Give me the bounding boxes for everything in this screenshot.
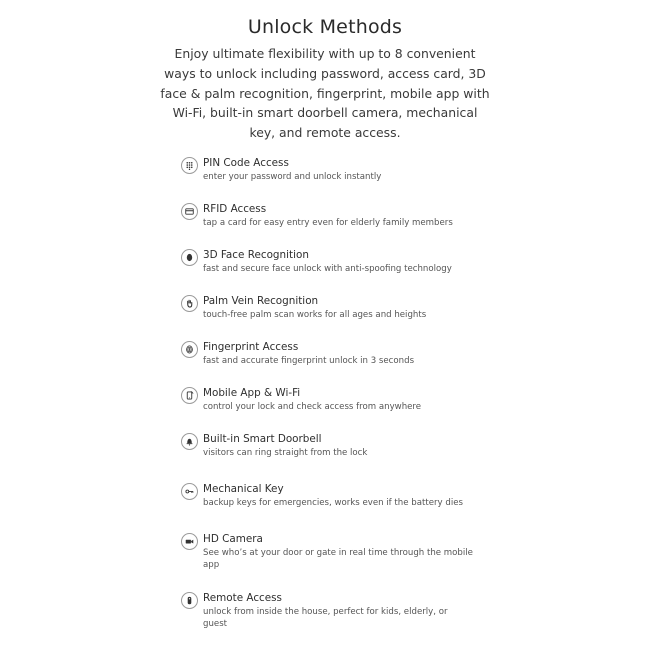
feature-title: HD Camera	[203, 533, 263, 545]
fingerprint-icon	[181, 341, 198, 358]
feature-title: RFID Access	[203, 203, 267, 215]
feature-desc: tap a card for easy entry even for elderly family members	[203, 218, 453, 228]
feature-title: Mobile App & Wi-Fi	[203, 387, 301, 399]
feature-desc: fast and secure face unlock with anti-spoofing technology	[203, 264, 452, 274]
feature-desc: unlock from inside the house, perfect for kids, elderly, or guest	[203, 607, 448, 630]
feature-title: Palm Vein Recognition	[203, 295, 319, 307]
phone-icon	[181, 387, 198, 404]
feature-title: Fingerprint Access	[203, 341, 299, 353]
title-wrap	[0, 14, 650, 40]
card-icon	[181, 203, 198, 220]
keypad-icon	[181, 157, 198, 174]
feature-desc: control your lock and check access from anywhere	[203, 402, 422, 412]
feature-title: Remote Access	[203, 592, 282, 604]
feature-desc: backup keys for emergencies, works even if the battery dies	[203, 498, 463, 508]
palm-icon	[181, 295, 198, 312]
feature-desc: visitors can ring straight from the lock	[203, 448, 368, 458]
doorbell-icon	[181, 433, 198, 450]
feature-title: Mechanical Key	[203, 483, 284, 495]
feature-desc: enter your password and unlock instantly	[203, 172, 382, 182]
key-icon	[181, 483, 198, 500]
intro-text: Enjoy ultimate flexibility with up to 8 convenient ways to unlock including password, access card, 3D face & palm recognition, fingerprint, mobile app with Wi-Fi, built-in smart doorbell camera, mechanical key, and remote access.	[160, 46, 490, 141]
feature-desc: fast and accurate fingerprint unlock in 3 seconds	[203, 356, 415, 366]
feature-desc: touch-free palm scan works for all ages and heights	[203, 310, 427, 320]
feature-desc: See who’s at your door or gate in real time through the mobile app	[203, 548, 473, 571]
page-title: Unlock Methods	[244, 14, 406, 40]
feature-title: Built-in Smart Doorbell	[203, 433, 322, 445]
face-icon	[181, 249, 198, 266]
feature-title: 3D Face Recognition	[203, 249, 309, 261]
camera-icon	[181, 533, 198, 550]
feature-title: PIN Code Access	[203, 157, 289, 169]
remote-icon	[181, 592, 198, 609]
